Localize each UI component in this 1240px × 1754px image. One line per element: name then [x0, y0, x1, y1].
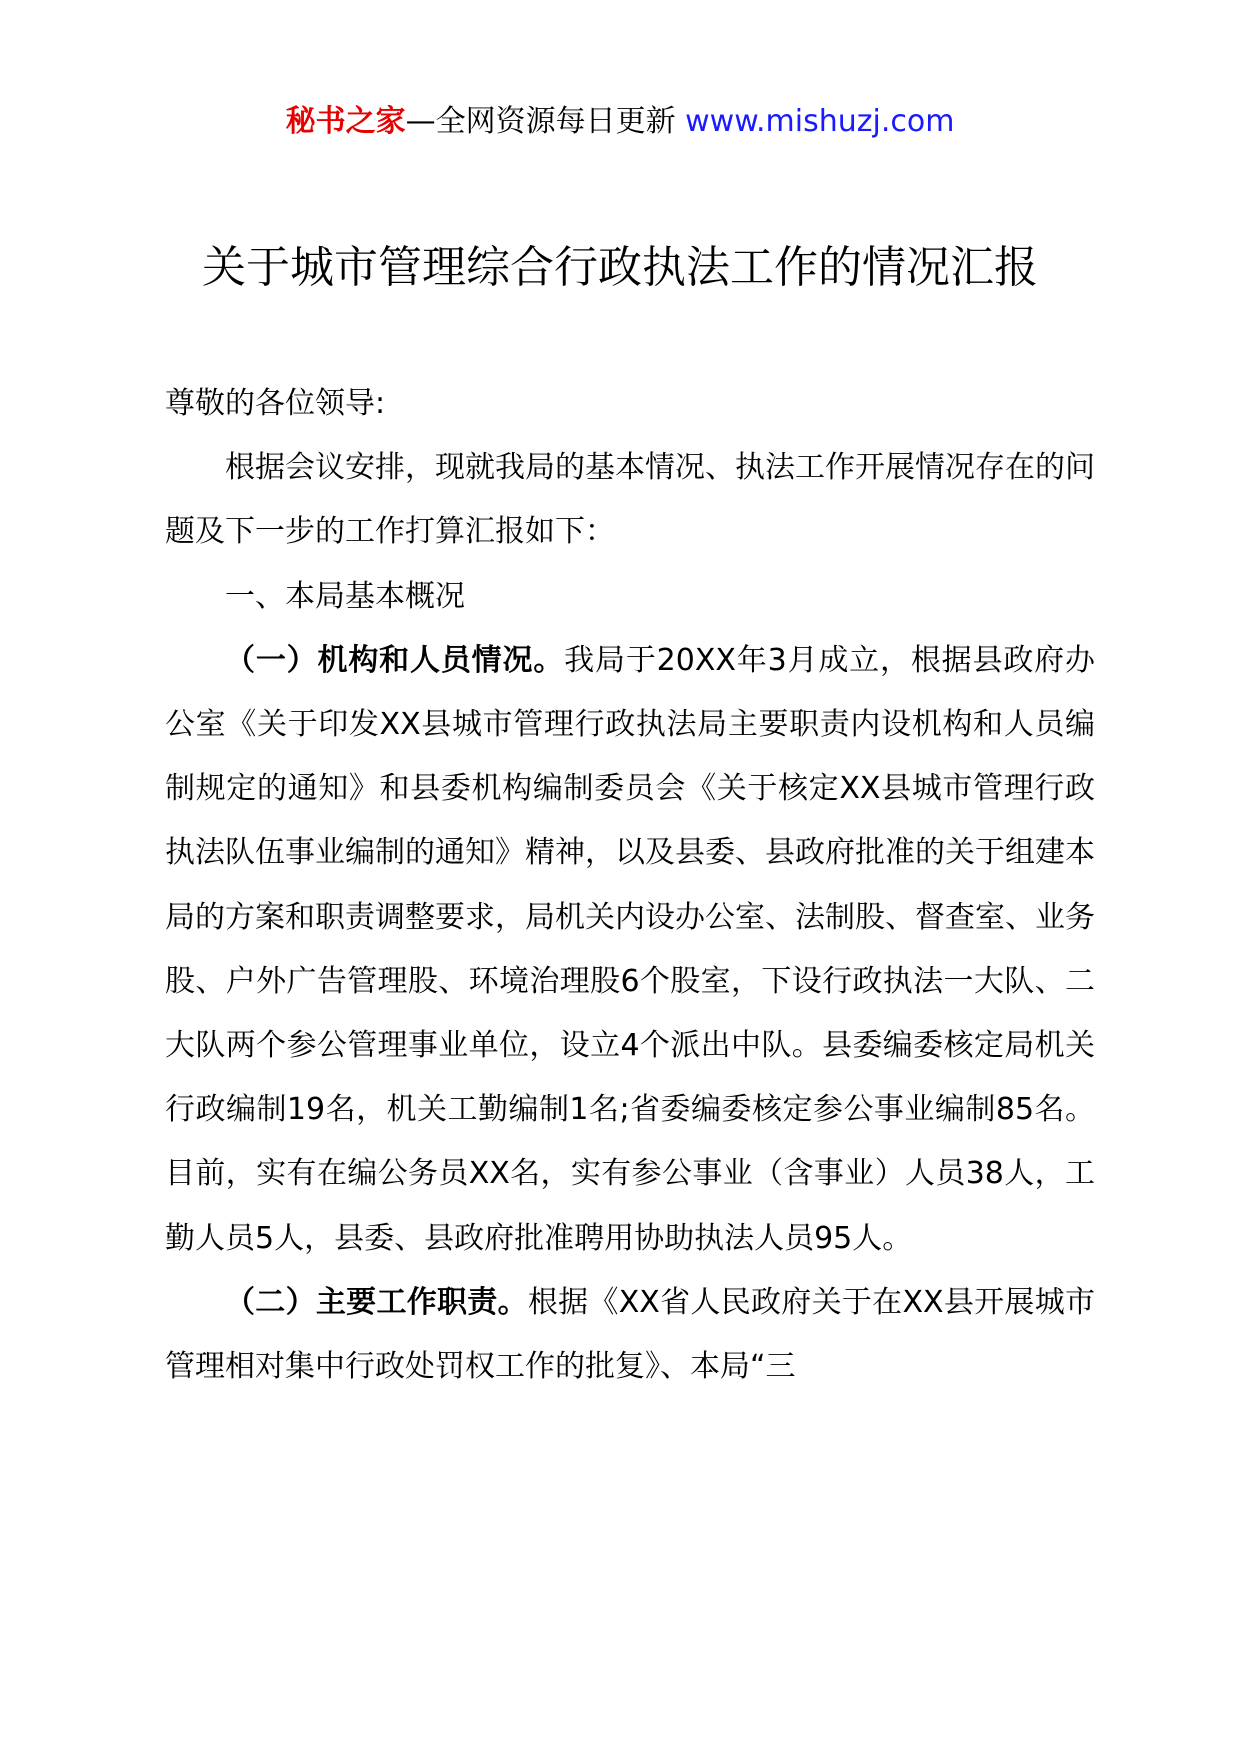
site-url[interactable]: www.mishuzj.com — [685, 104, 955, 139]
site-banner — [0, 100, 1240, 144]
subsection-2-text: 根据《XX省人民政府关于在XX县开展城市管理相对集中行政处罚权工作的批复》、本局“三 — [165, 1284, 1095, 1385]
subsection-2-heading: （二）主要工作职责。 — [225, 1284, 528, 1320]
intro-paragraph: 根据会议安排，现就我局的基本情况、执法工作开展情况存在的问题及下一步的工作打算汇报如下： — [165, 450, 1095, 550]
subsection-1-paragraph — [165, 629, 1095, 1271]
brand-name: 秘书之家 — [285, 104, 406, 139]
subsection-1-text: 我局于20XX年3月成立，根据县政府办公室《关于印发XX县城市管理行政执法局主要职责内设机构和人员编制规定的通知》和县委机构编制委员会《关于核定XX县城市管理行政执法队伍事业编制的通知》精神，以及县委、县政府批准的关于组建本局的方案和职责调整要求，局机关内设办公室、法制股、督查室、业务股、户外广告管理股、环境治理股6个股室，下设行政执法一大队、二大队两个参公管理事业单位，设立4个派出中队。县委编委核定局机关行政编制19名，机关工勤编制1名;省委编委核定参公事业编制85名。目前，实有在编公务员XX名，实有参公事业（含事业）人员38人，工勤人员5人，县委、县政府批准聘用协助执法人员95人。 — [165, 642, 1095, 1256]
brand-tagline: —全网资源每日更新 — [405, 104, 676, 139]
section-heading: 一、本局基本概况 — [225, 578, 465, 614]
subsection-1-heading: （一）机构和人员情况。 — [225, 642, 565, 678]
subsection-2-paragraph — [165, 1271, 1095, 1399]
document-title: 关于城市管理综合行政执法工作的情况汇报 — [202, 242, 1038, 293]
salutation: 尊敬的各位领导: — [165, 386, 386, 421]
document-body — [165, 372, 1095, 1399]
